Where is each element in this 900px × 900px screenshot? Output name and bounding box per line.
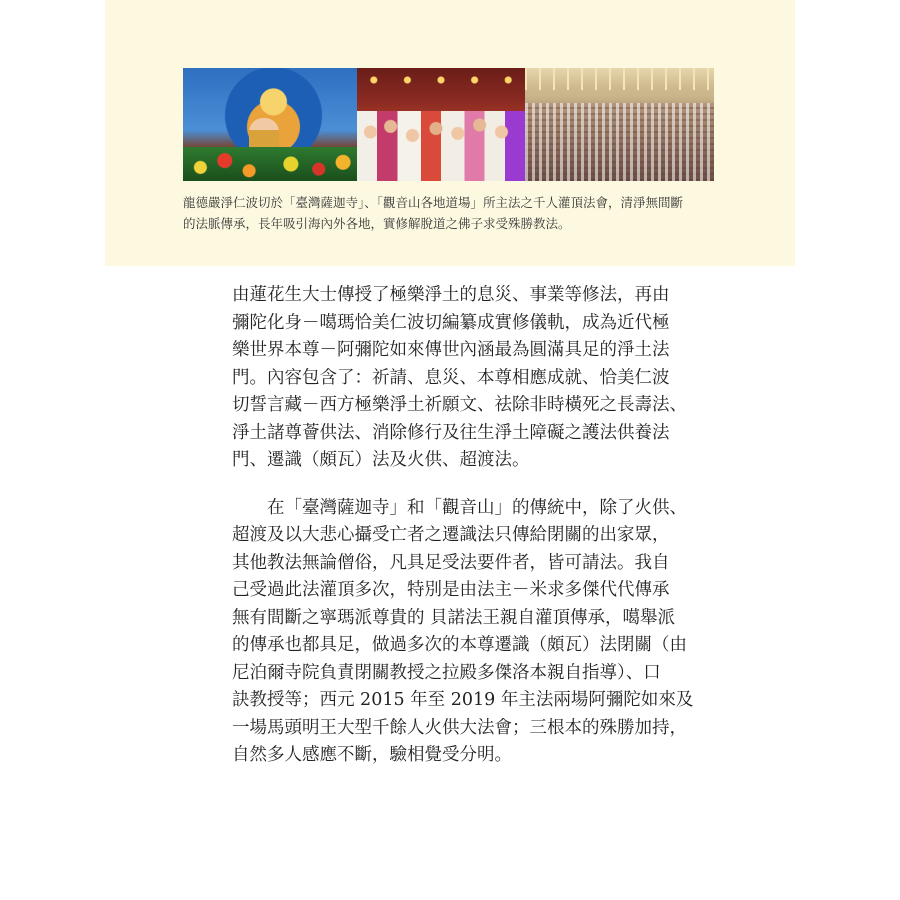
- photo-lights: [357, 72, 525, 88]
- paragraph-line: 樂世界本尊－阿彌陀如來傳世內涵最為圓滿具足的淨土法: [232, 340, 670, 360]
- paragraph-2: [232, 495, 692, 770]
- photo-crowd-temple: [357, 68, 525, 181]
- paragraph-line: 自然多人感應不斷，驗相覺受分明。: [232, 745, 512, 765]
- paragraph-line: 彌陀化身－噶瑪恰美仁波切編纂成實修儀軌，成為近代極: [232, 312, 670, 333]
- photo-audience: [525, 103, 714, 181]
- paragraph-1: [232, 282, 692, 475]
- paragraph-line: 在「臺灣薩迦寺」和「觀音山」的傳統中，除了火供、: [267, 497, 687, 518]
- photo-assembly-hall: [525, 68, 714, 181]
- paragraph-line: 切誓言藏－西方極樂淨土祈願文、祛除非時橫死之長壽法、: [232, 395, 687, 415]
- paragraph-line: 一場馬頭明王大型千餘人火供大法會；三根本的殊勝加持，: [232, 717, 687, 738]
- paragraph-line: 門。內容包含了：祈請、息災、本尊相應成就、恰美仁波: [232, 367, 670, 388]
- paragraph-gap: [232, 475, 692, 495]
- photo-strip: [183, 68, 714, 181]
- paragraph-line: 的傳承也都具足，做過多次的本尊遷識（頗瓦）法閉關（由: [232, 635, 687, 655]
- photo-flowers: [183, 147, 357, 181]
- paragraph-line: 其他教法無論僧俗，凡具足受法要件者，皆可請法。我自: [232, 552, 670, 573]
- paragraph-line: 門、遷識（頗瓦）法及火供、超渡法。: [232, 450, 530, 470]
- caption-line: 龍德嚴淨仁波切於「臺灣薩迦寺」、「觀音山各地道場」所主法之千人灌頂法會，清淨無間斷: [183, 195, 684, 210]
- paragraph-line: 尼泊爾寺院負責閉關教授之拉殿多傑洛本親自指導）、口: [232, 662, 661, 683]
- paragraph-line: 己受過此法灌頂多次，特別是由法主－米求多傑代代傳承: [232, 580, 670, 600]
- photo-caption: [183, 192, 723, 234]
- caption-line: 的法脈傳承，長年吸引海內外各地，實修解脫道之佛子求受殊勝教法。: [183, 216, 571, 231]
- body-text: [232, 282, 692, 770]
- photo-ceremony-altar: [183, 68, 357, 181]
- paragraph-line: 訣教授等；西元 2015 年至 2019 年主法兩場阿彌陀如來及: [232, 690, 694, 710]
- photo-ceiling: [525, 68, 714, 90]
- paragraph-line: 由蓮花生大士傳授了極樂淨土的息災、事業等修法，再由: [232, 285, 670, 305]
- paragraph-line: 淨土諸尊薈供法、消除修行及往生淨土障礙之護法供養法: [232, 422, 670, 443]
- paragraph-line: 超渡及以大悲心攝受亡者之遷識法只傳給閉關的出家眾，: [232, 525, 670, 545]
- paragraph-line: 無有間斷之寧瑪派尊貴的 貝諾法王親自灌頂傳承，噶舉派: [232, 607, 676, 628]
- photo-crowd: [357, 111, 525, 181]
